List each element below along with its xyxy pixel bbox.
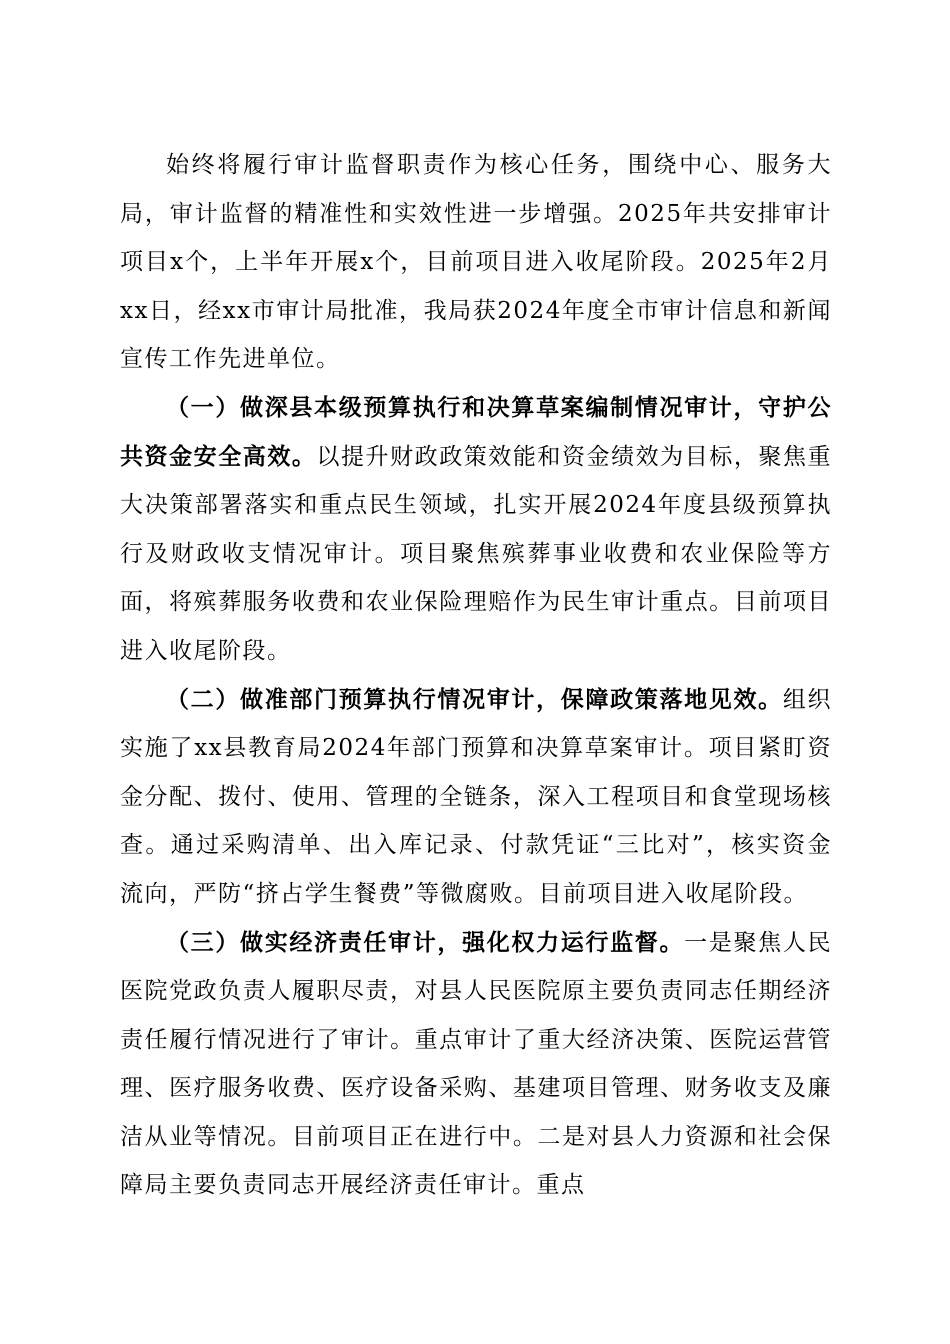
paragraph-text: 始终将履行审计监督职责作为核心任务，围绕中心、服务大局，审计监督的精准性和实效性进一步增强。2025年共安排审计项目x个，上半年开展x个，目前项目进入收尾阶段。2025年2月xx日，经xx市审计局批准，我局获2024年度全市审计信息和新闻宣传工作先进单位。 (120, 152, 832, 373)
paragraph-text: 组织实施了xx县教育局2024年部门预算和决算草案审计。项目紧盯资金分配、拨付、使用、管理的全链条，深入工程项目和食堂现场核查。通过采购清单、出入库记录、付款凭证“三比对”，核实资金流向，严防“挤占学生餐费”等微腐败。目前项目进入收尾阶段。 (120, 686, 833, 907)
document-page (120, 141, 832, 1210)
paragraph-text: 以提升财政政策效能和资金绩效为目标，聚焦重大决策部署落实和重点民生领域，扎实开展2024年度县级预算执行及财政收支情况审计。项目聚焦殡葬事业收费和农业保险等方面，将殡葬服务收费和农业保险理赔作为民生审计重点。目前项目进入收尾阶段。 (120, 443, 833, 664)
paragraph-lead: （一）做深县本级预算执行和决算草案编制情况审计，守护公共资金安全高效。 (120, 393, 832, 470)
paragraph-section-2 (120, 676, 832, 919)
paragraph-lead: （三）做实经济责任审计，强化权力运行监督。 (166, 928, 685, 956)
paragraph-section-1 (120, 384, 832, 676)
paragraph-intro (120, 141, 832, 384)
paragraph-text: 一是聚焦人民医院党政负责人履职尽责，对县人民医院原主要负责同志任期经济责任履行情况进行了审计。重点审计了重大经济决策、医院运营管理、医疗服务收费、医疗设备采购、基建项目管理、财务收支及廉洁从业等情况。目前项目正在进行中。二是对县人力资源和社会保障局主要负责同志开展经济责任审计。重点 (120, 929, 833, 1199)
paragraph-section-3 (120, 919, 832, 1211)
paragraph-lead: （二）做准部门预算执行情况审计，保障政策落地见效。 (166, 685, 783, 713)
